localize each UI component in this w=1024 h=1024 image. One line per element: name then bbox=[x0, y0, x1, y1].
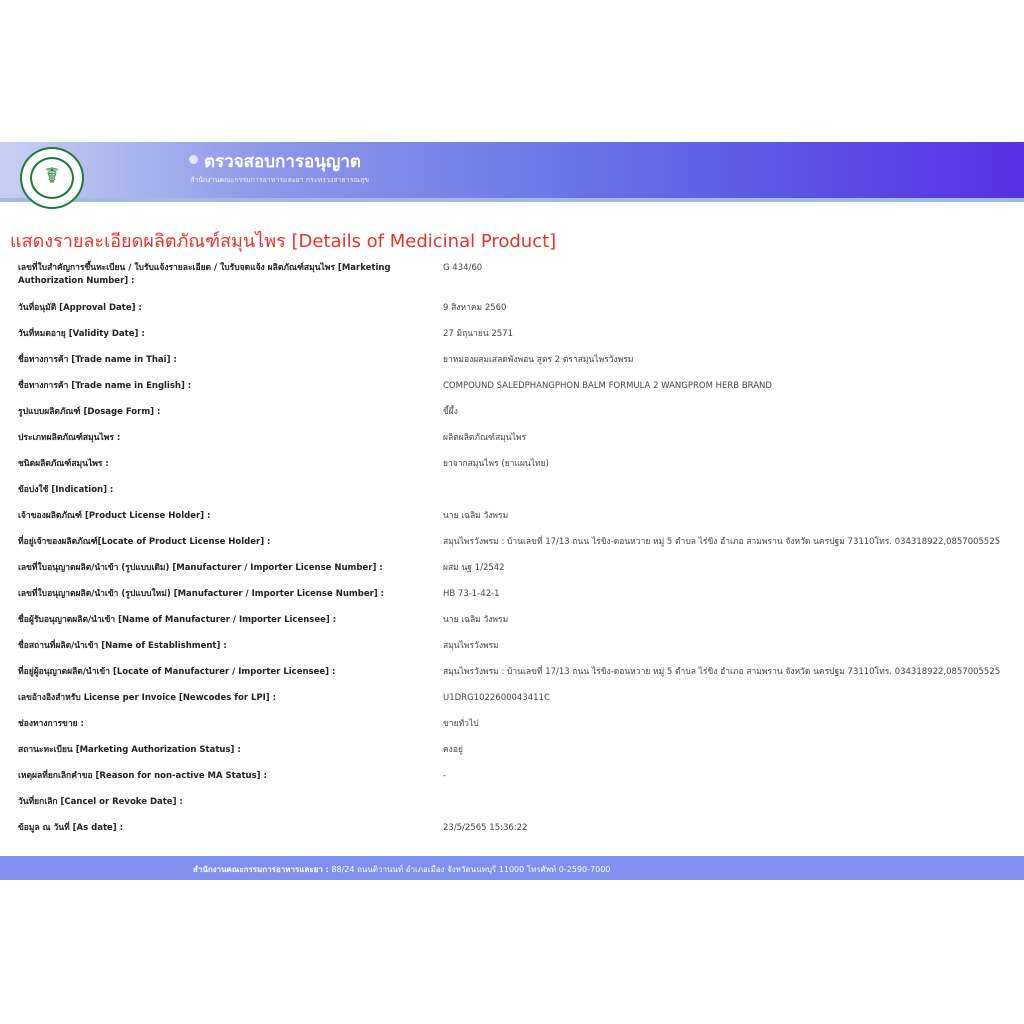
detail-label: ชื่อผู้รับอนุญาตผลิต/นำเข้า [Name of Manufacturer / Importer Licensee] : bbox=[18, 615, 337, 625]
detail-value: ผสม นฐ 1/2542 bbox=[443, 563, 505, 573]
detail-label: ช่องทางการขาย : bbox=[18, 719, 84, 729]
detail-label: ชนิดผลิตภัณฑ์สมุนไพร : bbox=[18, 459, 109, 469]
detail-value: HB 73-1-42-1 bbox=[443, 589, 500, 599]
footer-org: สำนักงานคณะกรรมการอาหารและยา : bbox=[193, 865, 329, 874]
detail-label: วันที่หมดอายุ [Validity Date] : bbox=[18, 329, 145, 339]
detail-value: สมุนไพรวังพรม : บ้านเลขที่ 17/13 ถนน ไร่ขิง-ดอนหวาย หมู่ 5 ตำบล ไร่ขิง อำเภอ สามพราน จังหวัด นครปฐม 73110โทร. 034318922,0857005525 bbox=[443, 537, 1001, 547]
bullet-icon bbox=[189, 155, 198, 164]
detail-label: เลขอ้างอิงสำหรับ License per Invoice [Newcodes for LPI] : bbox=[18, 693, 277, 703]
detail-value: 27 มิถุนายน 2571 bbox=[443, 329, 513, 339]
detail-value: ผลิตผลิตภัณฑ์สมุนไพร bbox=[443, 433, 527, 443]
header-banner bbox=[0, 142, 1024, 202]
detail-value: G 434/60 bbox=[443, 263, 483, 273]
detail-label: เลขที่ใบอนุญาตผลิต/นำเข้า (รูปแบบเดิม) [Manufacturer / Importer License Number] : bbox=[18, 563, 383, 573]
site-title: ตรวจสอบการอนุญาต bbox=[204, 152, 361, 172]
detail-label: ข้อมูล ณ วันที่ [As date] : bbox=[18, 823, 124, 833]
detail-label: ที่อยู่ผู้อนุญาตผลิต/นำเข้า [Locate of Manufacturer / Importer Licensee] : bbox=[18, 667, 336, 677]
detail-value: ขี้ผึ้ง bbox=[443, 407, 458, 417]
footer-address: 88/24 ถนนติวานนท์ อำเภอเมือง จังหวัดนนทบุรี 11000 โทรศัพท์ 0-2590-7000 bbox=[331, 865, 611, 874]
detail-label: เหตุผลที่ยกเลิกคำขอ [Reason for non-active MA Status] : bbox=[18, 771, 267, 781]
footer-text bbox=[193, 863, 610, 876]
detail-label: ข้อบ่งใช้ [Indication] : bbox=[18, 485, 114, 495]
detail-value: คงอยู่ bbox=[443, 745, 463, 755]
detail-label: วันที่อนุมัติ [Approval Date] : bbox=[18, 303, 142, 313]
detail-value: สมุนไพรวังพรม bbox=[443, 641, 499, 651]
detail-label: เจ้าของผลิตภัณฑ์ [Product License Holder] : bbox=[18, 511, 211, 521]
detail-value: ยาจากสมุนไพร (ยาแผนไทย) bbox=[443, 459, 549, 469]
detail-value: COMPOUND SALEDPHANGPHON BALM FORMULA 2 WANGPROM HERB BRAND bbox=[443, 381, 772, 391]
detail-value: นาย เฉลิม วังพรม bbox=[443, 511, 509, 521]
detail-label: ชื่อทางการค้า [Trade name in Thai] : bbox=[18, 355, 177, 365]
detail-label: รูปแบบผลิตภัณฑ์ [Dosage Form] : bbox=[18, 407, 161, 417]
detail-value: - bbox=[443, 771, 447, 781]
detail-value: ยาหม่องผสมเสลดพังพอน สูตร 2 ตราสมุนไพรวังพรม bbox=[443, 355, 634, 365]
detail-value: นาย เฉลิม วังพรม bbox=[443, 615, 509, 625]
detail-label: ประเภทผลิตภัณฑ์สมุนไพร : bbox=[18, 433, 121, 443]
page-title: แสดงรายละเอียดผลิตภัณฑ์สมุนไพร [Details of Medicinal Product] bbox=[10, 231, 557, 252]
detail-label: สถานะทะเบียน [Marketing Authorization Status] : bbox=[18, 745, 241, 755]
detail-label: ที่อยู่เจ้าของผลิตภัณฑ์[Locate of Product License Holder] : bbox=[18, 537, 271, 547]
detail-value: ขายทั่วไป bbox=[443, 719, 479, 729]
detail-label: ชื่อสถานที่ผลิต/นำเข้า [Name of Establishment] : bbox=[18, 641, 227, 651]
site-subtitle: สำนักงานคณะกรรมการอาหารและยา กระทรวงสาธารณสุข bbox=[190, 176, 370, 184]
detail-value: สมุนไพรวังพรม : บ้านเลขที่ 17/13 ถนน ไร่ขิง-ดอนหวาย หมู่ 5 ตำบล ไร่ขิง อำเภอ สามพราน จังหวัด นครปฐม 73110โทร. 034318922,0857005525 bbox=[443, 667, 1001, 677]
detail-value: 9 สิงหาคม 2560 bbox=[443, 303, 507, 313]
caduceus-icon: ☤ bbox=[44, 164, 60, 189]
detail-value: 23/5/2565 15:36:22 bbox=[443, 823, 528, 833]
ministry-logo bbox=[20, 147, 84, 209]
detail-label: เลขที่ใบอนุญาตผลิต/นำเข้า (รูปแบบใหม่) [Manufacturer / Importer License Number] : bbox=[18, 589, 385, 599]
detail-label: เลขที่ใบสำคัญการขึ้นทะเบียน / ใบรับแจ้งรายละเอียด / ใบรับจดแจ้ง ผลิตภัณฑ์สมุนไพร [Marketing Authorization Number] : bbox=[18, 263, 391, 286]
detail-value: U1DRG1022600043411C bbox=[443, 693, 550, 703]
detail-label: วันที่ยกเลิก [Cancel or Revoke Date] : bbox=[18, 797, 183, 807]
detail-label: ชื่อทางการค้า [Trade name in English] : bbox=[18, 381, 192, 391]
